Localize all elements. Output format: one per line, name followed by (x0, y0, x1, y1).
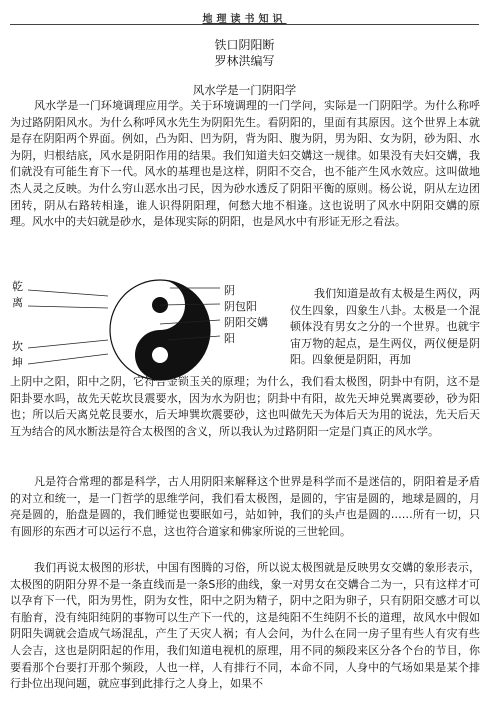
section-title: 风水学是一门阴阳学 (192, 83, 297, 97)
label-yin-bao-yang: 阴包阳 (224, 300, 257, 313)
yin-yang-icon (10, 278, 280, 388)
label-kan: 坎 (12, 340, 23, 353)
paragraph-2-continued: 上阴中之阳，阳中之阴，它符合金锁玉关的原理；为什么，我们看太极图，阴卦中有阴，这不是阳卦要水吗，故先天乾坎艮震要水，因为水为阴也；阴卦中有阳，故先天坤兑巽离要砂，砂为阳也；所以后天离兑乾艮要水，后天坤巽坎震要砂，这也叫做先天为体后天为用的说法，先天后天互为结合的风水断法是符合太极图的含义，所以我认为过路阴阳一定是门真正的风水学。 (10, 375, 480, 438)
page-header (0, 0, 489, 28)
paragraph-2: 我们知道是故有太极是生两仪，两仪生四象，四象生八卦。太极是一个混顿体没有男女之分的一个世界。也就宇宙万物的起点，是生两仪，两仪便是阴阳。四象便是阴阳，再加 (290, 287, 480, 367)
header-divider (10, 24, 479, 25)
label-kun: 坤 (12, 356, 23, 369)
label-qian: 乾 (12, 280, 23, 293)
book-author: 罗林洪编写 (214, 54, 275, 68)
label-yang: 阳 (224, 332, 235, 345)
paragraph-3: 凡是符合常理的都是科学，古人用阴阳来解释这个世界是科学而不是迷信的，阴阳着是矛盾的对立和统一，是一门哲学的思维学问，我们看太极图，是圆的，宇宙是圆的，地球是圆的，月亮是圆的，胎盘是圆的，我们睡觉也要眠如弓，站如钟，我们的头卢也是圆的……所有一切，只有圆形的东西才可以运行不息，这也符合道家和佛家所说的三世轮回。 (10, 475, 480, 538)
label-li: 离 (12, 296, 23, 309)
label-yin: 阴 (224, 284, 235, 297)
taiji-diagram (10, 278, 280, 388)
header-title: 地理读书知识 (202, 14, 287, 25)
paragraph-4: 我们再说太极图的形状，中国有图腾的习俗，所以说太极图就是反映男女交媾的象形表示，太极图的阴阳分界不是一条直线而是一条S形的曲线，象一对男女在交媾合二为一，只有这样才可以孕育下一代，阳为男性，阴为女性，阳中之阴为精子，阴中之阳为卵子，只有阴阳交感才可以有胎育，没有纯阳纯阴的事物可以生产下一代的，这是纯阳不生纯阴不长的道理，故风水中假如阴阳失调就会造成气场混乱，产生了天灾人祸；有人会问，为什么在同一房子里有些人有灾有些人会吉，这也是阴阳起的作用，我们知道电视机的原理，用不同的频段来区分各个台的节目，你要看那个台要打开那个频段，人也一样，人有排行不同，本命不同，人身中的气场如果是某个排行卦位出现问题，就应事到此排行之人身上，如果不 (10, 561, 480, 691)
paragraph-1: 风水学是一门环境调理应用学。关于环境调理的一门学问，实际是一门阴阳学。为什么称呼为过路阴阳风水。为什么称呼风水先生为阴阳先生。看阴阳的，里面有其原因。这个世界上本就是存在阴阳两个界面。例如，凸为阳、凹为阴，背为阳、腹为阴，男为阳、女为阴，砂为阳、水为阴，归根结底，风水是阴阳作用的结果。我们知道夫妇交媾这一规律。如果没有夫妇交媾，我们就没有可能生育下一代。风水的基理也是这样，阴阳不交合，也不能产生风水效应。这叫做地杰人灵之反映。为什么穷山恶水出刁民，因为砂水透反了阴阳平衡的原则。杨公说，阴从左边团团转，阴从右路转相逢，谁人识得阴阳理，何愁大地不相逢。这也说明了风水中阴阳交媾的原理。风水中的夫妇就是砂水，是体现实际的阴阳，也是风水中有形证无形之看法。 (10, 99, 480, 229)
book-title: 铁口阴阳断 (214, 38, 275, 52)
label-yin-yang-jiao-gou: 阴阳交媾 (224, 316, 268, 329)
